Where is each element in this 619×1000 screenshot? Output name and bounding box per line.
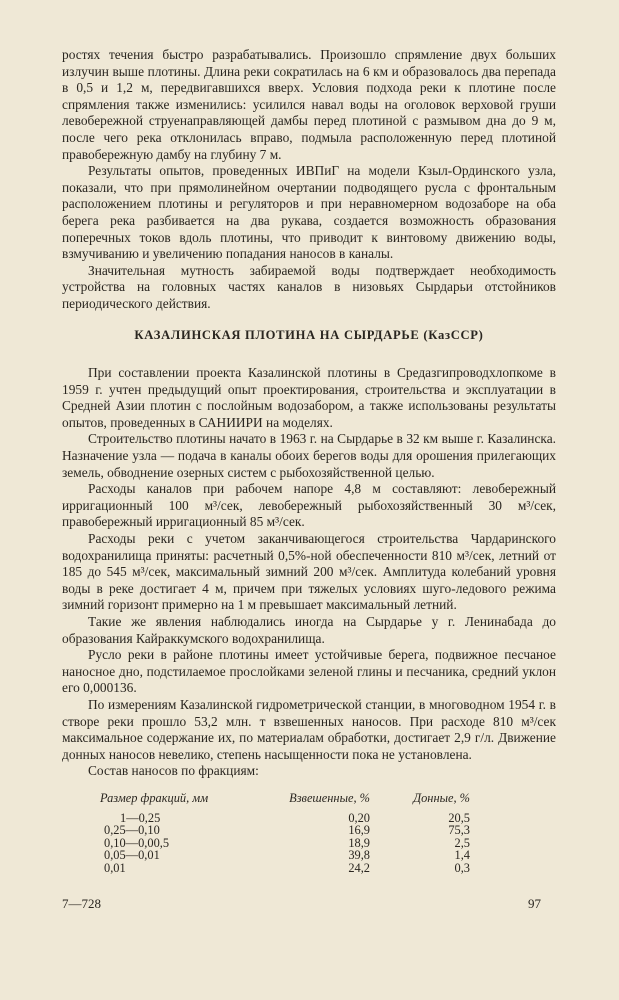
- paragraph: Такие же явления наблюдались иногда на Сырдарье у г. Ленинабада до образования Кайраккумского водохранилища.: [62, 614, 556, 646]
- column-header-bottom: Донные, %: [413, 790, 470, 805]
- paragraph: Состав наносов по фракциям:: [88, 763, 259, 779]
- paragraph: Русло реки в районе плотины имеет устойчивые берега, подвижное песчаное наносное дно, подстилаемое прослойками зеленой глины и песчаника, средний уклон его 0,000136.: [62, 647, 556, 696]
- table-cell: 0,01: [104, 860, 126, 875]
- paragraph: При составлении проекта Казалинской плотины в Средазгипроводхлопкоме в 1959 г. учтен предыдущий опыт проектирования, строительства и эксплуатации в Средней Азии плотин с послойным водозабором, а также использованы результаты опытов, проведенных в САНИИРИ на моделях.: [62, 365, 556, 430]
- column-header-size: Размер фракций, мм: [100, 790, 209, 805]
- table-cell: 0,25—0,10: [104, 823, 160, 838]
- table-cell: 18,9: [348, 835, 370, 850]
- paragraph: Расходы каналов при рабочем напоре 4,8 м составляют: левобережный ирригационный 100 м³/сек, левобережный рыбохозяйственный 30 м³/сек, правобережный ирригационный 85 м³/сек.: [62, 481, 556, 530]
- table-cell: 0,10—0,00,5: [104, 835, 170, 850]
- table-header-row: [100, 792, 470, 812]
- paragraph: По измерениям Казалинской гидрометрической станции, в многоводном 1954 г. в створе реки прошло 53,2 млн. т взвешенных наносов. При расходе 810 м³/сек максимальное содержание их, по материалам обработки, достигает 2,9 г/л. Движение донных наносов невелико, степень насыщенности пока не установлена.: [62, 696, 556, 762]
- section-heading: КАЗАЛИНСКАЯ ПЛОТИНА НА СЫРДАРЬЕ (КазССР): [134, 327, 484, 342]
- body-text: [62, 47, 556, 875]
- table-cell: 0,05—0,01: [104, 848, 160, 863]
- table-row: [100, 862, 470, 875]
- table-row: [100, 849, 470, 862]
- table-cell: 0,20: [348, 810, 370, 825]
- column-header-suspended: Взвешенные, %: [289, 790, 370, 805]
- table-row: [100, 824, 470, 837]
- printer-signature: 7—728: [62, 896, 101, 911]
- table-cell: 2,5: [454, 835, 470, 850]
- table-cell: 0,3: [454, 860, 470, 875]
- paragraph: Расходы реки с учетом заканчивающегося строительства Чардаринского водохранилища приняты: расчетный 0,5%-ной обеспеченности 810 м³/сек, летний от 185 до 545 м³/сек, максимальный зимний 200 м³/сек. Амплитуда колебаний уровня воды в реке достигает 4 м, причем при тяжелых условиях шуго-ледового режима зимний горизонт примерно на 1 м превышает максимальный летний.: [62, 531, 556, 613]
- page-number: 97: [528, 896, 541, 911]
- table-cell: 39,8: [348, 848, 370, 863]
- table-cell: 20,5: [448, 810, 470, 825]
- table-cell: 16,9: [348, 823, 370, 838]
- paragraph: ростях течения быстро разрабатывались. Произошло спрямление двух больших излучин выше плотины. Длина реки сократилась на 6 км и образовалось два перепада в 0,5 и 1,2 м, передвигавшихся вверх. Условия подхода реки к плотине после спрямления также изменились: усилился навал воды на оголовок верховой груши левобережной струенаправляющей дамбы перед плотиной с размывом дна до 9 м, после чего река отклонилась вправо, подмыла расположенную перед плотиной правобережную дамбу на глубину 7 м.: [62, 47, 556, 162]
- paragraph: Значительная мутность забираемой воды подтверждает необходимость устройства на головных частях каналов в низовьях Сырдарьи отстойников периодического действия.: [62, 262, 556, 311]
- table-cell: 1,4: [454, 848, 470, 863]
- paragraph: Строительство плотины начато в 1963 г. на Сырдарье в 32 км выше г. Казалинска. Назначение узла — подача в каналы обоих берегов воды для орошения прилегающих земель, обводнение озерных систем с рыбохозяйственной целью.: [62, 431, 556, 480]
- table-cell: 1—0,25: [120, 810, 161, 825]
- paragraph: Результаты опытов, проведенных ИВПиГ на модели Кзыл-Ординского узла, показали, что при прямолинейном очертании подводящего русла с фронтальным расположением плотины и регуляторов и при неравномерном водозаборе на оба берега река разбивается на два рукава, создается возможность образования поперечных токов вдоль плотины, что приводит к винтовому движению воды, взмучиванию и увеличению попадания наносов в каналы.: [62, 163, 556, 262]
- fractions-table: [100, 792, 470, 875]
- table-cell: 75,3: [448, 823, 470, 838]
- table-cell: 24,2: [348, 860, 370, 875]
